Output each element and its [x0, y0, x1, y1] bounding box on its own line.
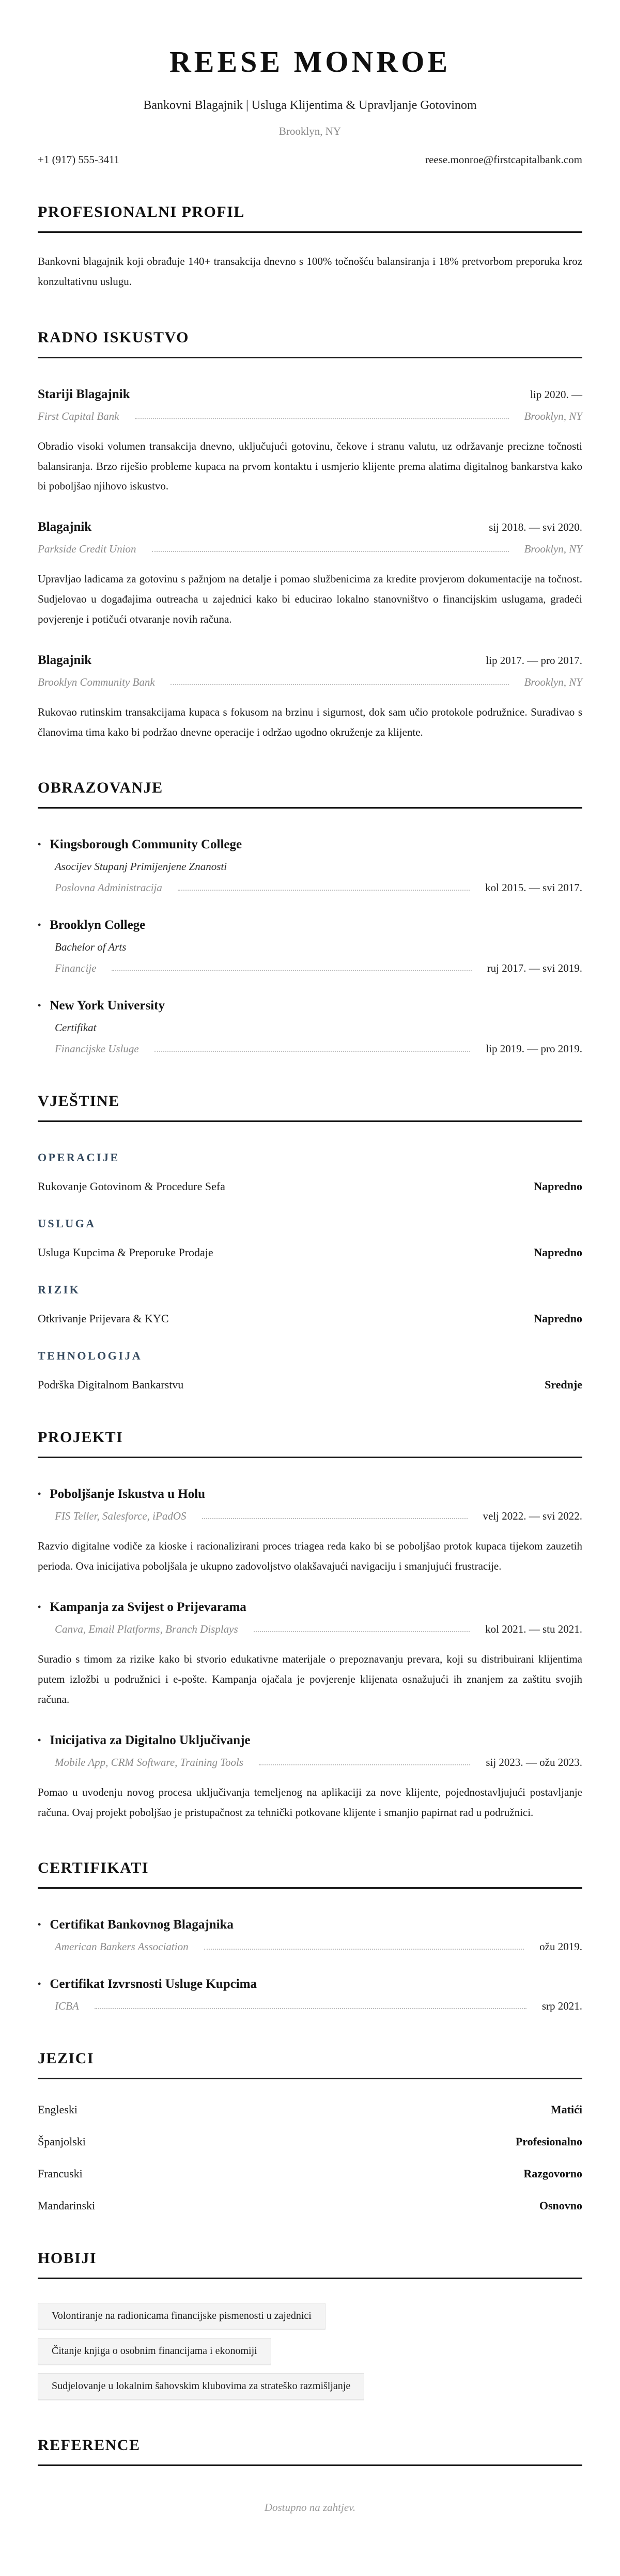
hobby-chip: Volontiranje na radionicama financijske pismenosti u zajednici: [38, 2303, 326, 2329]
bullet-icon: •: [38, 920, 41, 930]
job-title: Stariji Blagajnik: [38, 387, 130, 401]
bullet-icon: •: [38, 1919, 41, 1930]
job-company: Brooklyn Community Bank: [38, 675, 155, 688]
language-row: [38, 2103, 582, 2116]
skill-level: Srednje: [545, 1378, 582, 1392]
certificate-title: Certifikat Bankovnog Blagajnika: [50, 1918, 234, 1932]
certificate-date: ožu 2019.: [539, 1940, 582, 1953]
language-row: [38, 2135, 582, 2148]
language-row: [38, 2199, 582, 2212]
job-date: lip 2020. —: [530, 388, 582, 401]
section-heading-profile: PROFESIONALNI PROFIL: [38, 203, 582, 233]
section-certificates: [38, 1859, 582, 2013]
school-name: New York University: [50, 999, 165, 1013]
job-location: Brooklyn, NY: [524, 675, 582, 688]
job-entry: [38, 653, 582, 742]
job-company: First Capital Bank: [38, 409, 119, 422]
school-name: Brooklyn College: [50, 918, 146, 933]
language-name: Španjolski: [38, 2135, 86, 2148]
dotted-leader: [152, 551, 509, 552]
dotted-leader: [154, 1051, 471, 1052]
certificate-entry: [38, 1977, 582, 2013]
candidate-location: Brooklyn, NY: [278, 125, 342, 137]
certificate-issuer: ICBA: [55, 2000, 79, 2013]
education-entry: [38, 999, 582, 1055]
project-tools: Mobile App, CRM Software, Training Tools: [55, 1756, 244, 1768]
certificate-title: Certifikat Izvrsnosti Usluge Kupcima: [50, 1977, 257, 1992]
section-heading-experience: RADNO ISKUSTVO: [38, 329, 582, 358]
education-entry: [38, 918, 582, 975]
skill-category: USLUGA: [38, 1217, 96, 1230]
project-description: Razvio digitalne vodiče za kioske i racionalizirani proces triagea reda kako bi se poboljšao protok kupaca tijekom zauzetih perioda. Ova inicijativa poboljšala je ukupno zadovoljstvo olakšavajući navigaciju i smanjujući frustracije.: [38, 1540, 582, 1573]
job-description: Obradio visoki volumen transakcija dnevno, uključujući gotovinu, čekove i stranu valutu, uz održavanje precizne točnosti balansiranja. Brzo riješio probleme kupaca na prvom kontaktu i usmjerio klijente prema alatima digitalnog bankarstva kako bi poboljšao njihovo iskustvo.: [38, 439, 582, 493]
skill-name: Otkrivanje Prijevara & KYC: [38, 1312, 169, 1325]
hobby-chip: Čitanje knjiga o osobnim financijama i ekonomiji: [38, 2338, 271, 2364]
dotted-leader: [178, 890, 470, 891]
field-of-study: Poslovna Administracija: [55, 881, 162, 894]
project-description: Suradio s timom za rizike kako bi stvorio edukativne materijale o prepoznavanju prevara, koji su distribuirani klijentima putem izložbi u podružnici i e-pošte. Kampanja ojačala je povjerenje klijenata osnažujući ih znanjem za zaštitu svojih računa.: [38, 1653, 582, 1705]
section-experience: [38, 329, 582, 742]
education-entry: [38, 837, 582, 894]
school-name: Kingsborough Community College: [50, 837, 242, 852]
job-entry: [38, 520, 582, 629]
skill-group: [38, 1349, 582, 1392]
skill-name: Rukovanje Gotovinom & Procedure Sefa: [38, 1180, 225, 1193]
skill-level: Napredno: [534, 1180, 582, 1193]
project-title: Kampanja za Svijest o Prijevarama: [50, 1600, 246, 1615]
job-company: Parkside Credit Union: [38, 543, 136, 556]
section-heading-languages: JEZICI: [38, 2050, 582, 2079]
dotted-leader: [202, 1518, 468, 1519]
contact-row: [38, 153, 582, 166]
profile-text: Bankovni blagajnik koji obrađuje 140+ transakcija dnevno s 100% točnošću balansiranja i 18% pretvorbom preporuka kroz konzultativnu uslugu.: [38, 255, 582, 288]
degree-name: Certifikat: [55, 1021, 97, 1034]
language-row: [38, 2167, 582, 2180]
dotted-leader: [112, 970, 471, 971]
job-entry: [38, 387, 582, 497]
bullet-icon: •: [38, 1489, 41, 1499]
skill-name: Usluga Kupcima & Preporuke Prodaje: [38, 1246, 213, 1259]
dotted-leader: [171, 684, 509, 685]
language-level: Profesionalno: [515, 2135, 582, 2148]
bullet-icon: •: [38, 1979, 41, 1989]
language-name: Francuski: [38, 2167, 83, 2180]
degree-name: Bachelor of Arts: [55, 941, 127, 954]
job-description: Rukovao rutinskim transakcijama kupaca s fokusom na brzinu i sigurnost, dok sam učio protokole podružnice. Suradivao s članovima tima kako bi podržao dnevne operacije i održao ugodno okruženje za klijente.: [38, 705, 582, 738]
project-entry: [38, 1733, 582, 1823]
project-date: kol 2021. — stu 2021.: [485, 1623, 582, 1636]
bullet-icon: •: [38, 1000, 41, 1011]
section-heading-hobbies: HOBIJI: [38, 2250, 582, 2279]
section-heading-projects: PROJEKTI: [38, 1429, 582, 1458]
field-of-study: Financijske Usluge: [55, 1042, 139, 1055]
field-of-study: Financije: [55, 962, 97, 975]
section-languages: [38, 2050, 582, 2212]
job-location: Brooklyn, NY: [524, 543, 582, 556]
bullet-icon: •: [38, 1734, 41, 1745]
skill-category: RIZIK: [38, 1283, 81, 1297]
project-entry: [38, 1487, 582, 1576]
section-projects: [38, 1429, 582, 1822]
project-description: Pomao u uvodenju novog procesa uključivanja temeljenog na aplikaciji za nove klijente, pojednostavljujući postavljanje računa. Ovaj projekt poboljšao je pristupačnost za tehnički potkovane klijente i smanjio papirnat rad u podružnici.: [38, 1785, 582, 1819]
resume-header: [38, 44, 582, 166]
certificate-issuer: American Bankers Association: [55, 1940, 189, 1953]
education-date: kol 2015. — svi 2017.: [485, 881, 582, 894]
section-heading-education: OBRAZOVANJE: [38, 779, 582, 809]
certificate-entry: [38, 1918, 582, 1953]
section-heading-skills: VJEŠTINE: [38, 1093, 582, 1122]
job-title: Blagajnik: [38, 520, 92, 534]
language-level: Razgovorno: [523, 2167, 582, 2180]
project-tools: FIS Teller, Salesforce, iPadOS: [55, 1510, 187, 1523]
skill-name: Podrška Digitalnom Bankarstvu: [38, 1378, 184, 1392]
dotted-leader: [259, 1764, 470, 1765]
section-skills: [38, 1093, 582, 1392]
language-level: Matići: [550, 2103, 582, 2116]
education-date: lip 2019. — pro 2019.: [486, 1042, 582, 1055]
dotted-leader: [95, 2008, 526, 2009]
candidate-name: REESE MONROE: [169, 45, 451, 78]
project-title: Poboljšanje Iskustva u Holu: [50, 1487, 206, 1502]
job-title: Blagajnik: [38, 653, 92, 667]
job-date: lip 2017. — pro 2017.: [486, 654, 582, 667]
bullet-icon: •: [38, 1602, 41, 1613]
job-location: Brooklyn, NY: [524, 409, 582, 422]
section-heading-references: REFERENCE: [38, 2437, 582, 2466]
phone-number: +1 (917) 555-3411: [38, 153, 120, 166]
dotted-leader: [204, 1949, 524, 1950]
candidate-title: Bankovni Blagajnik | Usluga Klijentima & Upravljanje Gotovinom: [143, 99, 477, 112]
language-level: Osnovno: [539, 2199, 582, 2212]
skill-group: [38, 1217, 582, 1259]
certificate-date: srp 2021.: [541, 2000, 582, 2013]
skill-level: Napredno: [534, 1312, 582, 1325]
email-address: reese.monroe@firstcapitalbank.com: [425, 153, 582, 166]
language-name: Mandarinski: [38, 2199, 96, 2212]
section-heading-certificates: CERTIFIKATI: [38, 1859, 582, 1889]
project-title: Inicijativa za Digitalno Uključivanje: [50, 1733, 251, 1747]
skill-level: Napredno: [534, 1246, 582, 1259]
section-education: [38, 779, 582, 1055]
skill-group: [38, 1283, 582, 1325]
skill-category: OPERACIJE: [38, 1151, 120, 1164]
job-description: Upravljao ladicama za gotovinu s pažnjom na detalje i pomao službenicima za kredite provjerom dokumentacije na točnost. Sudjelovao u događajima outreacha u zajednici kako bi educirao lokalno stanovništvo o financijskim uslugama, gradeći povjerenje i potičući otvaranje novih računa.: [38, 573, 582, 625]
project-entry: [38, 1600, 582, 1710]
project-tools: Canva, Email Platforms, Branch Displays: [55, 1623, 238, 1636]
dotted-leader: [135, 418, 509, 419]
section-hobbies: [38, 2250, 582, 2399]
dotted-leader: [254, 1631, 470, 1632]
hobby-chip: Sudjelovanje u lokalnim šahovskim klubovima za strateško razmišljanje: [38, 2373, 364, 2399]
hobby-chips: [38, 2303, 582, 2399]
job-date: sij 2018. — svi 2020.: [489, 521, 582, 534]
project-date: velj 2022. — svi 2022.: [483, 1510, 582, 1523]
education-date: ruj 2017. — svi 2019.: [487, 962, 582, 975]
skill-group: [38, 1151, 582, 1193]
project-date: sij 2023. — ožu 2023.: [486, 1756, 582, 1768]
references-note: Dostupno na zahtjev.: [264, 2501, 356, 2514]
section-profile: [38, 203, 582, 292]
bullet-icon: •: [38, 839, 41, 850]
degree-name: Asocijev Stupanj Primijenjene Znanosti: [55, 860, 227, 873]
language-name: Engleski: [38, 2103, 78, 2116]
skill-category: TEHNOLOGIJA: [38, 1349, 143, 1363]
section-references: [38, 2437, 582, 2514]
